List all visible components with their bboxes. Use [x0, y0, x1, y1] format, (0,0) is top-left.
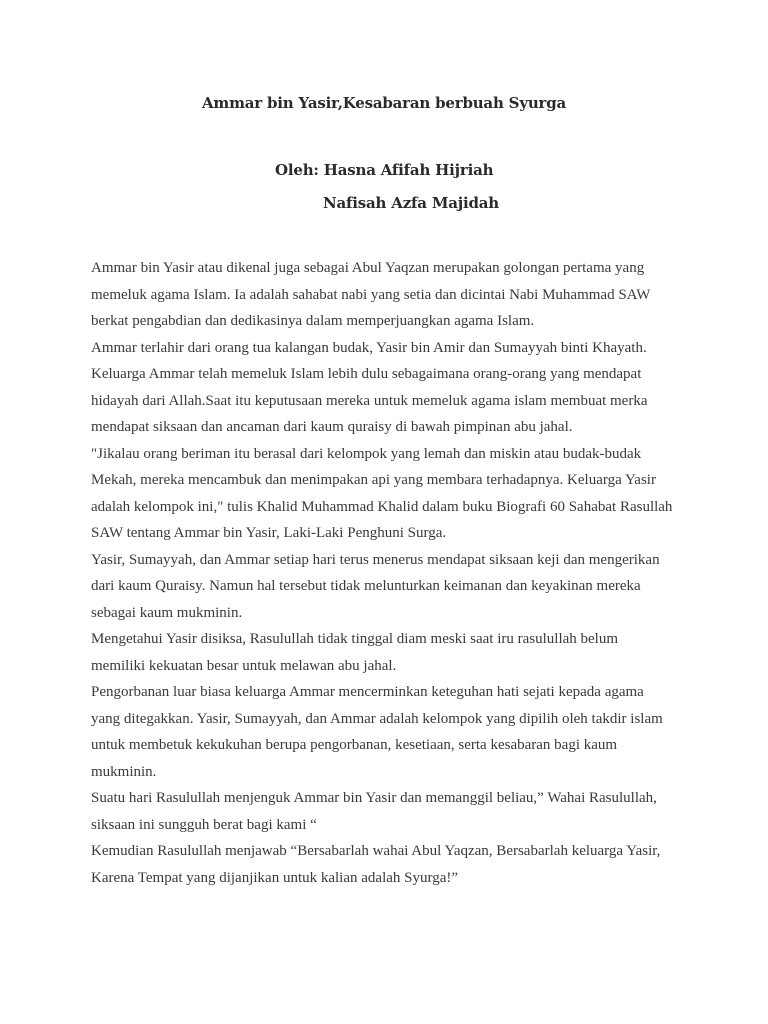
body-line: Mengetahui Yasir disiksa, Rasulullah tidak tinggal diam meski saat iru rasulullah belum [91, 631, 619, 647]
body-line: Mekah, mereka mencambuk dan menimpakan api yang membara terhadapnya. Keluarga Yasir [91, 472, 656, 488]
author-line-2: Nafisah Azfa Majidah [323, 194, 499, 212]
body-line: "Jikalau orang beriman itu berasal dari kelompok yang lemah dan miskin atau budak-budak [91, 445, 642, 462]
body-line: hidayah dari Allah.Saat itu keputusaan mereka untuk memeluk agama islam membuat merka [91, 392, 648, 409]
body-line: memiliki kekuatan besar untuk melawan abu jahal. [91, 657, 397, 674]
body-line: SAW tentang Ammar bin Yasir, Laki-Laki Penghuni Surga. [91, 525, 447, 541]
author-line-1: Oleh: Hasna Afifah Hijriah [275, 161, 494, 179]
body-line: yang ditegakkan. Yasir, Sumayyah, dan Ammar adalah kelompok yang dipilih oleh takdir islam [91, 710, 663, 727]
body-line: siksaan ini sungguh berat bagi kami “ [91, 816, 317, 833]
document-title: Ammar bin Yasir,Kesabaran berbuah Syurga [201, 94, 567, 112]
body-line: Kemudian Rasulullah menjawab “Bersabarlah wahai Abul Yaqzan, Bersabarlah keluarga Yasir, [91, 843, 661, 859]
body-line: memeluk agama Islam. Ia adalah sahabat nabi yang setia dan dicintai Nabi Muhammad SAW [91, 286, 651, 303]
body-line: dari kaum Quraisy. Namun hal tersebut tidak melunturkan keimanan dan keyakinan mereka [91, 578, 641, 594]
body-line: Keluarga Ammar telah memeluk Islam lebih dulu sebagaimana orang-orang yang mendapat [91, 366, 642, 382]
body-line: adalah kelompok ini," tulis Khalid Muhammad Khalid dalam buku Biografi 60 Sahabat Rasullah [91, 498, 673, 515]
body-line: Karena Tempat yang dijanjikan untuk kalian adalah Syurga!” [91, 869, 459, 886]
body-line: sebagai kaum mukminin. [91, 604, 243, 621]
body-line: berkat pengabdian dan dedikasinya dalam memperjuangkan agama Islam. [91, 313, 535, 329]
body-line: mukminin. [91, 763, 157, 780]
body-line: mendapat siksaan dan ancaman dari kaum quraisy di bawah pimpinan abu jahal. [91, 419, 573, 435]
body-line: Ammar bin Yasir atau dikenal juga sebagai Abul Yaqzan merupakan golongan pertama yang [91, 260, 645, 276]
body-line: Pengorbanan luar biasa keluarga Ammar mencerminkan keteguhan hati sejati kepada agama [91, 684, 644, 700]
body-line: Ammar terlahir dari orang tua kalangan budak, Yasir bin Amir dan Sumayyah binti Khayath. [91, 339, 647, 356]
body-line: untuk membetuk kekukuhan berupa pengorbanan, kesetiaan, serta kesabaran bagi kaum [91, 737, 618, 753]
body-line: Yasir, Sumayyah, dan Ammar setiap hari terus menerus mendapat siksaan keji dan mengerikan [91, 551, 660, 568]
body-line: Suatu hari Rasulullah menjenguk Ammar bin Yasir dan memanggil beliau,” Wahai Rasulullah, [91, 790, 657, 806]
body-text [91, 255, 691, 891]
